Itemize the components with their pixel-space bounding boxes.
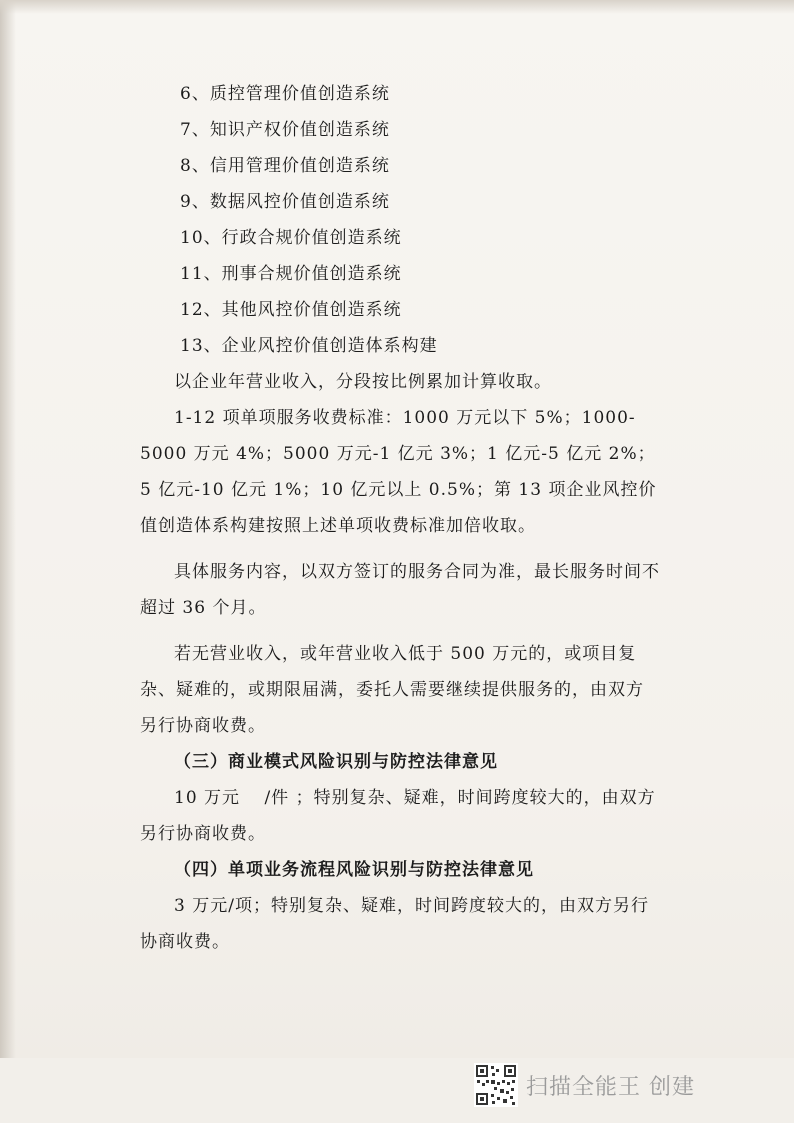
section-heading-4: （四）单项业务流程风险识别与防控法律意见 [174,860,534,880]
list-item-13: 13、企业风控价值创造体系构建 [180,336,438,356]
page-top-shadow [0,0,794,14]
paragraph-negotiation: 若无营业收入，或年营业收入低于 500 万元的，或项目复杂、疑难的，或期限届满，委托人需要继续提供服务的，由双方另行协商收费。 [140,644,644,736]
list-item-12: 12、其他风控价值创造系统 [180,300,402,320]
section-heading-3: （三）商业模式风险识别与防控法律意见 [174,752,498,772]
qr-code-icon [474,1063,518,1107]
scanner-watermark [474,1062,695,1108]
watermark-text: 扫描全能王 创建 [526,1074,695,1100]
document-body [140,76,660,960]
list-item-10: 10、行政合规价值创造系统 [180,228,402,248]
list-item-11: 11、刑事合规价值创造系统 [180,264,402,284]
list-item-6: 6、质控管理价值创造系统 [180,84,390,104]
list-item-9: 9、数据风控价值创造系统 [180,192,390,212]
page-edge-shadow [0,0,16,1060]
paragraph-section-3-fee: 10 万元 /件 ；特别复杂、疑难，时间跨度较大的，由双方另行协商收费。 [140,788,656,844]
paragraph-service-content: 具体服务内容，以双方签订的服务合同为准，最长服务时间不超过 36 个月。 [140,562,660,618]
paragraph-fee-standard: 1-12 项单项服务收费标准：1000 万元以下 5%；1000-5000 万元 4%；5000 万元-1 亿元 3%；1 亿元-5 亿元 2%；5 亿元-10 亿元 1%；10 亿元以上 0.5%；第 13 项企业风控价值创造体系构建按照上述单项收费标准加倍收取。 [140,408,657,536]
paragraph-section-4-fee: 3 万元/项；特别复杂、疑难，时间跨度较大的，由双方另行协商收费。 [140,896,649,952]
paragraph-fee-basis: 以企业年营业收入，分段按比例累加计算收取。 [174,372,552,392]
list-item-8: 8、信用管理价值创造系统 [180,156,390,176]
list-item-7: 7、知识产权价值创造系统 [180,120,390,140]
